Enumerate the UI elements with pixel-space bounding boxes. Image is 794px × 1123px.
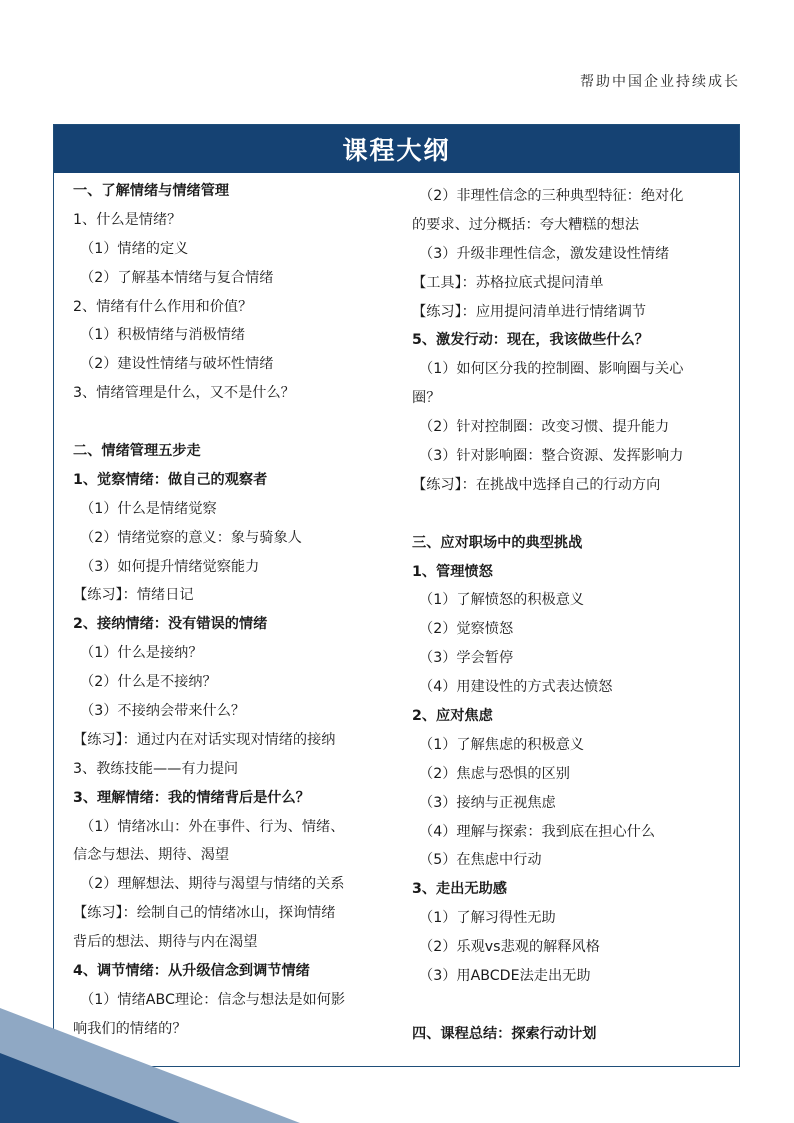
outline-item: （3）升级非理性信念，激发建设性情绪	[419, 245, 670, 262]
outline-item: （4）用建设性的方式表达愤怒	[419, 679, 613, 696]
outline-item: （1）了解愤怒的积极意义	[419, 592, 585, 609]
outline-item: （3）接纳与正视焦虑	[419, 794, 556, 811]
section-heading: 5、激发行动：现在，我该做些什么？	[412, 332, 649, 349]
outline-item: （3）学会暂停	[419, 650, 514, 667]
outline-item: 信念与想法、期待、渴望	[73, 847, 230, 864]
outline-item: （2）建设性情绪与破坏性情绪	[80, 356, 274, 373]
outline-item: （1）积极情绪与消极情绪	[80, 327, 246, 344]
outline-item: （2）焦虑与恐惧的区别	[419, 765, 570, 782]
outline-item: （3）针对影响圈：整合资源、发挥影响力	[419, 448, 684, 465]
section-heading: 1、觉察情绪：做自己的观察者	[73, 471, 268, 488]
outline-item: 【工具】：苏格拉底式提问清单	[412, 274, 604, 291]
outline-item: 的要求、过分概括：夸大糟糕的想法	[412, 216, 640, 233]
decorative-stripes	[0, 1008, 300, 1123]
outline-item: （1）情绪的定义	[80, 240, 189, 257]
outline-item: 【练习】：在挑战中选择自己的行动方向	[412, 476, 661, 493]
section-heading: 1、管理愤怒	[412, 563, 493, 580]
outline-item: （2）了解基本情绪与复合情绪	[80, 269, 274, 286]
outline-item: 【练习】：绘制自己的情绪冰山，探询情绪	[73, 905, 336, 922]
outline-item: 【练习】：情绪日记	[73, 587, 194, 604]
outline-item: （3）如何提升情绪觉察能力	[80, 558, 260, 575]
section-heading: 2、接纳情绪：没有错误的情绪	[73, 616, 268, 633]
outline-item: （2）非理性信念的三种典型特征：绝对化	[419, 188, 684, 204]
section-heading: 3、走出无助感	[412, 881, 507, 898]
outline-item: （3）不接纳会带来什么？	[80, 703, 246, 720]
section-heading: 四、课程总结：探索行动计划	[412, 1025, 597, 1042]
outline-right-column	[412, 182, 730, 1049]
outline-item: 【练习】：通过内在对话实现对情绪的接纳	[73, 731, 336, 748]
outline-item: （4）理解与探索：我到底在担心什么	[419, 823, 656, 840]
outline-item: 【练习】：应用提问清单进行情绪调节	[412, 303, 647, 320]
spacer-line	[412, 500, 730, 529]
section-heading: 三、应对职场中的典型挑战	[412, 534, 583, 551]
outline-item: （1）如何区分我的控制圈、影响圈与关心	[419, 361, 684, 378]
company-tagline: 帮助中国企业持续成长	[580, 74, 740, 90]
section-heading: 一、了解情绪与情绪管理	[73, 183, 230, 199]
outline-item: （3）用ABCDE法走出无助	[419, 968, 591, 985]
outline-item: （1）情绪冰山：外在事件、行为、情绪、	[80, 818, 345, 835]
outline-item: 3、情绪管理是什么，又不是什么？	[73, 385, 295, 402]
outline-item: （5）在焦虑中行动	[419, 852, 542, 869]
outline-item: 2、情绪有什么作用和价值？	[73, 298, 253, 315]
outline-item: （2）理解想法、期待与渴望与情绪的关系	[80, 876, 345, 893]
outline-item: （1）了解习得性无助	[419, 910, 556, 927]
outline-item: （2）乐观vs悲观的解释风格	[419, 939, 600, 956]
outline-item: 响我们的情绪的？	[73, 1020, 187, 1037]
outline-item: 背后的想法、期待与内在渴望	[73, 934, 258, 951]
spacer-line	[412, 991, 730, 1020]
outline-item: 圈？	[412, 390, 441, 407]
outline-item: （1）情绪ABC理论：信念与想法是如何影	[80, 991, 346, 1008]
section-heading: 3、理解情绪：我的情绪背后是什么？	[73, 789, 310, 806]
outline-item: （1）了解焦虑的积极意义	[419, 736, 585, 753]
section-heading: 二、情绪管理五步走	[73, 443, 201, 460]
outline-left-column	[73, 177, 391, 1044]
outline-item: （2）针对控制圈：改变习惯、提升能力	[419, 419, 670, 436]
outline-item: 3、教练技能——有力提问	[73, 760, 239, 777]
outline-item: （2）情绪觉察的意义：象与骑象人	[80, 529, 302, 546]
outline-frame	[53, 124, 740, 1067]
section-heading: 2、应对焦虑	[412, 708, 493, 725]
outline-item: （1）什么是接纳？	[80, 645, 203, 662]
outline-title: 课程大纲	[342, 136, 451, 165]
spacer-line	[73, 408, 391, 437]
section-heading: 4、调节情绪：从升级信念到调节情绪	[73, 963, 310, 980]
outline-item: （2）什么是不接纳？	[80, 674, 217, 691]
outline-banner	[54, 125, 739, 173]
outline-item: （2）觉察愤怒	[419, 621, 514, 638]
outline-item: （1）什么是情绪觉察	[80, 500, 217, 517]
outline-item: 1、什么是情绪？	[73, 211, 182, 228]
